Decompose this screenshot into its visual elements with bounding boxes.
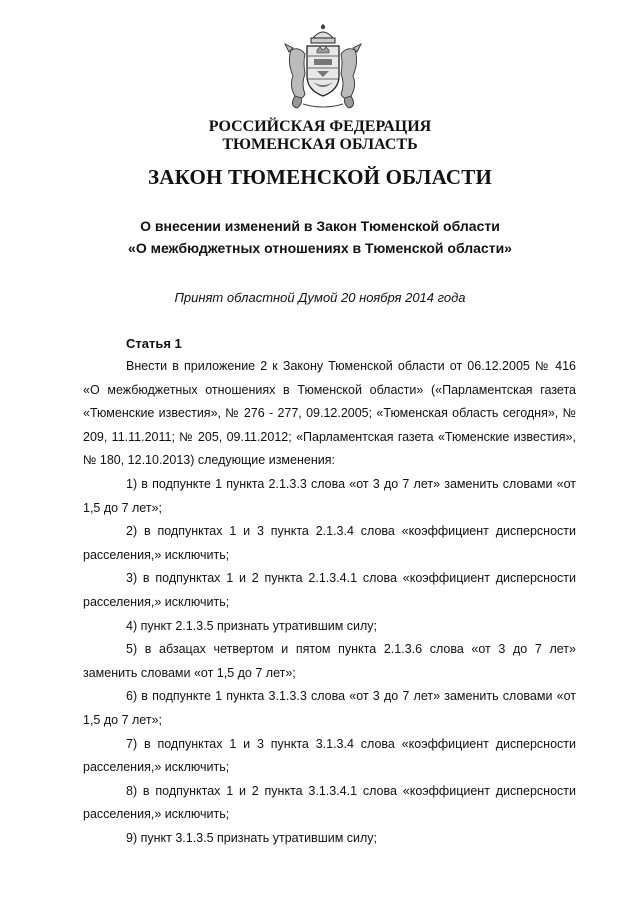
article-item: 2) в подпунктах 1 и 3 пункта 2.1.3.4 слова «коэффициент дисперсности расселения,» исключить;	[83, 524, 576, 562]
article-item: 7) в подпунктах 1 и 3 пункта 3.1.3.4 слова «коэффициент дисперсности расселения,» исключить;	[83, 736, 576, 775]
article-item: 6) в подпункте 1 пункта 3.1.3.3 слова «от 3 до 7 лет» заменить словами «от 1,5 до 7 лет»;	[83, 689, 576, 727]
law-subject-line: О внесении изменений в Закон Тюменской области	[140, 218, 500, 234]
coat-of-arms-icon	[283, 24, 363, 112]
region-heading: ТЮМЕНСКАЯ ОБЛАСТЬ	[222, 136, 418, 153]
law-subject	[0, 215, 640, 259]
article-heading: Статья 1	[126, 336, 182, 351]
law-title: ЗАКОН ТЮМЕНСКОЙ ОБЛАСТИ	[147, 165, 493, 189]
article-item: 1) в подпункте 1 пункта 2.1.3.3 слова «от 3 до 7 лет» заменить словами «от 1,5 до 7 лет»;	[83, 476, 576, 515]
article-body	[83, 355, 576, 850]
article-intro: Внести в приложение 2 к Закону Тюменской области от 06.12.2005 № 416 «О межбюджетных отношениях в Тюменской области» («Парламентская газета «Тюменские известия», № 276 - 277, 09.12.2005; «Тюменская область сегодня», № 209, 11.11.2011; № 205, 09.11.2012; «Парламентская газета «Тюменские известия», № 180, 12.10.2013) следующие изменения:	[83, 359, 576, 468]
adoption-note: Принят областной Думой 20 ноября 2014 года	[174, 290, 466, 305]
article-item: 3) в подпунктах 1 и 2 пункта 2.1.3.4.1 слова «коэффициент дисперсности расселения,» исключить;	[83, 571, 576, 609]
article-item: 9) пункт 3.1.3.5 признать утратившим силу;	[126, 830, 378, 845]
law-subject-line: «О межбюджетных отношениях в Тюменской области»	[128, 240, 512, 256]
article-item: 8) в подпунктах 1 и 2 пункта 3.1.3.4.1 слова «коэффициент дисперсности расселения,» исключить;	[83, 783, 576, 822]
article-item: 4) пункт 2.1.3.5 признать утратившим силу;	[126, 618, 378, 633]
article-item: 5) в абзацах четвертом и пятом пункта 2.1.3.6 слова «от 3 до 7 лет» заменить словами «от 1,5 до 7 лет»;	[83, 642, 576, 680]
federation-heading: РОССИЙСКАЯ ФЕДЕРАЦИЯ	[208, 118, 432, 135]
